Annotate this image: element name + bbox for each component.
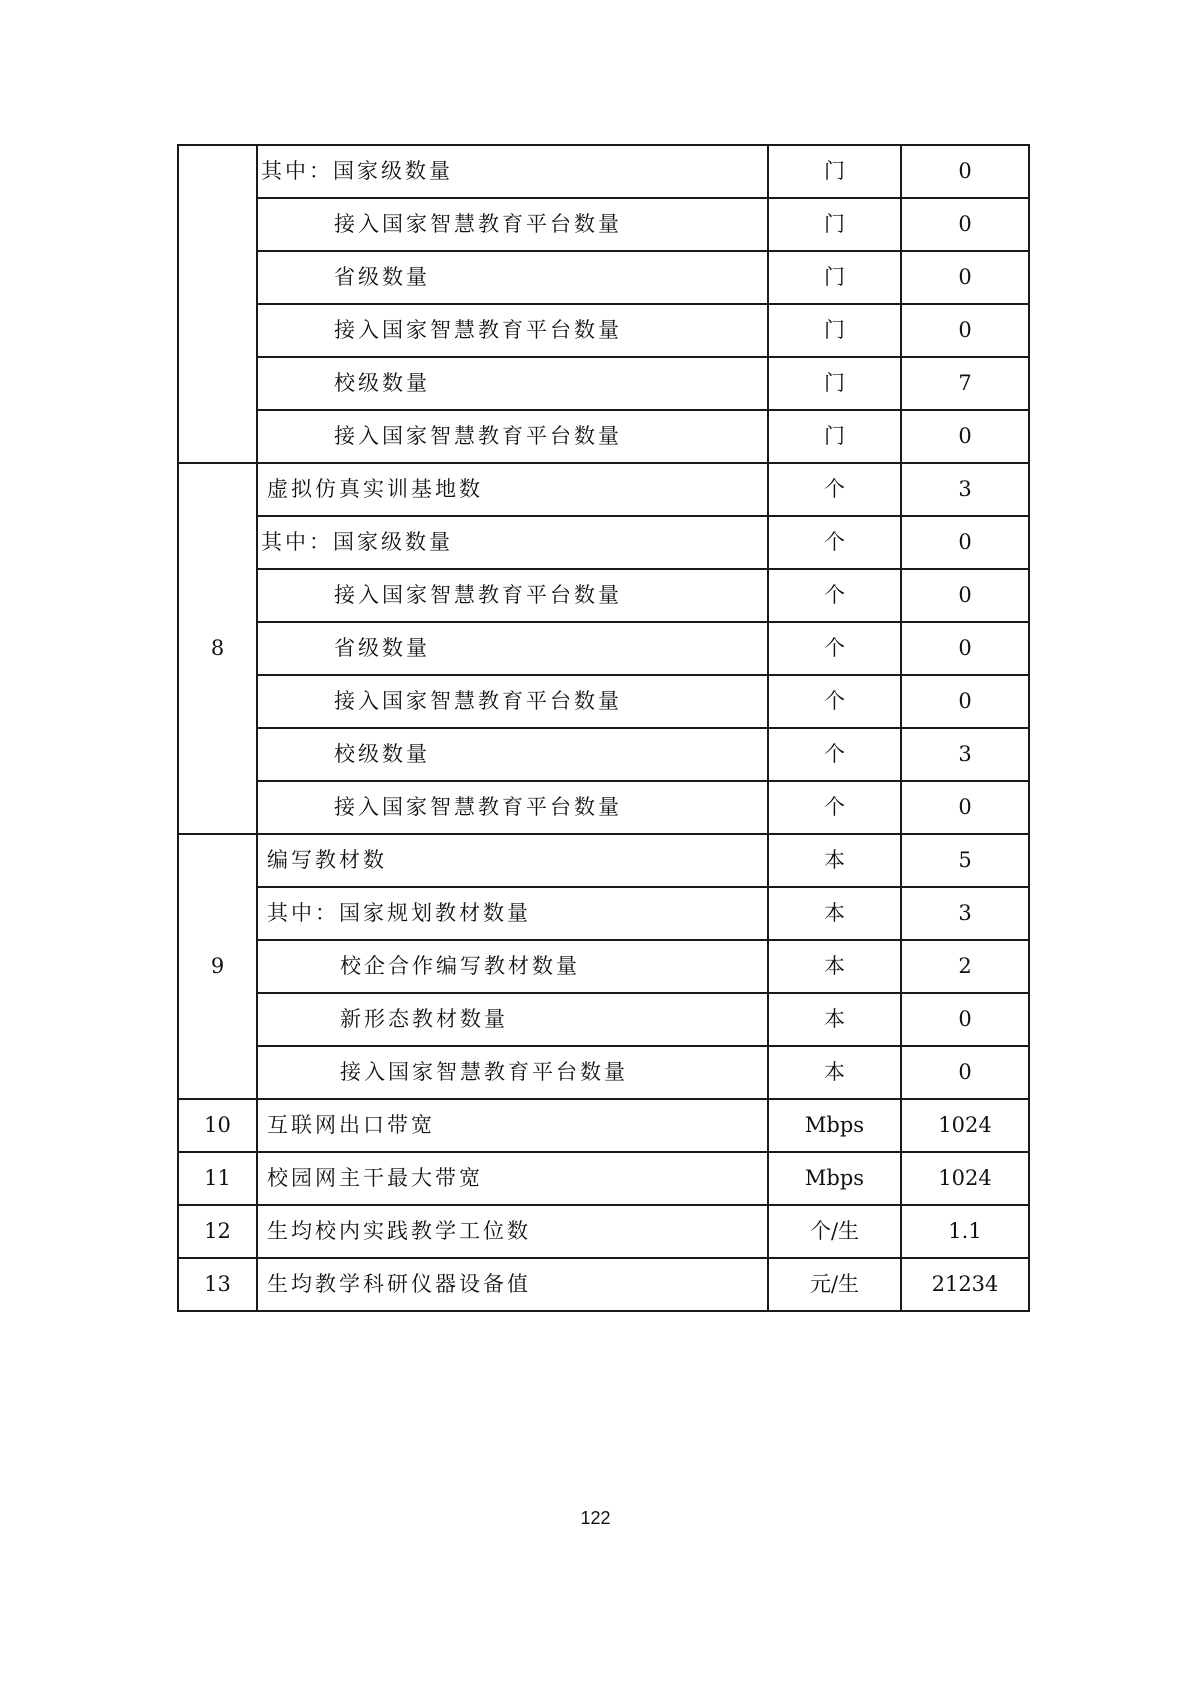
- item-label: 其中：国家级数量: [261, 530, 453, 554]
- value-cell: 0: [901, 516, 1029, 569]
- item-label: 编写教材数: [267, 848, 387, 872]
- item-label: 接入国家智慧教育平台数量: [334, 212, 622, 236]
- table-row: [178, 145, 1029, 198]
- table-row: [178, 304, 1029, 357]
- table-row: [178, 410, 1029, 463]
- unit-cell: Mbps: [768, 1099, 901, 1152]
- table-row: [178, 1046, 1029, 1099]
- item-label: 省级数量: [334, 265, 430, 289]
- item-cell: [257, 781, 768, 834]
- item-cell: [257, 516, 768, 569]
- unit-cell: Mbps: [768, 1152, 901, 1205]
- item-label: 接入国家智慧教育平台数量: [334, 689, 622, 713]
- item-label: 互联网出口带宽: [267, 1113, 435, 1137]
- unit-cell: 门: [768, 304, 901, 357]
- page-number: 122: [580, 1508, 611, 1528]
- item-cell: [257, 1046, 768, 1099]
- unit-cell: 个: [768, 622, 901, 675]
- item-cell: [257, 410, 768, 463]
- unit-cell: 个: [768, 728, 901, 781]
- unit-cell: 本: [768, 1046, 901, 1099]
- value-cell: 0: [901, 675, 1029, 728]
- item-cell: [257, 622, 768, 675]
- table-row: [178, 1099, 1029, 1152]
- item-label: 接入国家智慧教育平台数量: [334, 424, 622, 448]
- value-cell: 0: [901, 145, 1029, 198]
- item-label: 接入国家智慧教育平台数量: [334, 583, 622, 607]
- value-cell: 0: [901, 198, 1029, 251]
- value-cell: 7: [901, 357, 1029, 410]
- table-row: [178, 834, 1029, 887]
- unit-cell: 门: [768, 251, 901, 304]
- item-cell: [257, 1258, 768, 1311]
- unit-cell: 个/生: [768, 1205, 901, 1258]
- value-cell: 0: [901, 569, 1029, 622]
- item-cell: [257, 940, 768, 993]
- value-cell: 0: [901, 251, 1029, 304]
- row-number-cell: 13: [178, 1258, 257, 1311]
- item-label: 校级数量: [334, 371, 430, 395]
- item-cell: [257, 993, 768, 1046]
- statistics-table: [177, 144, 1030, 1312]
- item-label: 接入国家智慧教育平台数量: [334, 795, 622, 819]
- item-cell: [257, 1205, 768, 1258]
- item-cell: [257, 463, 768, 516]
- item-label: 生均教学科研仪器设备值: [267, 1272, 531, 1296]
- value-cell: 1024: [901, 1099, 1029, 1152]
- unit-cell: 个: [768, 516, 901, 569]
- item-label: 校企合作编写教材数量: [340, 954, 580, 978]
- item-cell: [257, 728, 768, 781]
- item-label: 生均校内实践教学工位数: [267, 1219, 531, 1243]
- row-number-cell: 10: [178, 1099, 257, 1152]
- value-cell: 5: [901, 834, 1029, 887]
- value-cell: 1024: [901, 1152, 1029, 1205]
- item-cell: [257, 1099, 768, 1152]
- item-label: 其中：国家规划教材数量: [267, 901, 531, 925]
- unit-cell: 门: [768, 357, 901, 410]
- table-row: [178, 622, 1029, 675]
- row-number-cell: [178, 145, 257, 463]
- unit-cell: 门: [768, 145, 901, 198]
- table-row: [178, 1152, 1029, 1205]
- table-row: [178, 1258, 1029, 1311]
- value-cell: 3: [901, 463, 1029, 516]
- table-row: [178, 198, 1029, 251]
- value-cell: 1.1: [901, 1205, 1029, 1258]
- item-cell: [257, 887, 768, 940]
- unit-cell: 本: [768, 940, 901, 993]
- value-cell: 21234: [901, 1258, 1029, 1311]
- row-number-cell: 12: [178, 1205, 257, 1258]
- table-row: [178, 887, 1029, 940]
- item-cell: [257, 198, 768, 251]
- item-label: 新形态教材数量: [340, 1007, 508, 1031]
- row-number-cell: 11: [178, 1152, 257, 1205]
- item-cell: [257, 251, 768, 304]
- unit-cell: 门: [768, 410, 901, 463]
- item-label: 接入国家智慧教育平台数量: [334, 318, 622, 342]
- table-row: [178, 357, 1029, 410]
- item-cell: [257, 569, 768, 622]
- table-row: [178, 728, 1029, 781]
- item-label: 校级数量: [334, 742, 430, 766]
- table-row: [178, 993, 1029, 1046]
- item-cell: [257, 834, 768, 887]
- value-cell: 2: [901, 940, 1029, 993]
- value-cell: 3: [901, 887, 1029, 940]
- table-row: [178, 781, 1029, 834]
- item-label: 省级数量: [334, 636, 430, 660]
- item-label: 其中：国家级数量: [261, 159, 453, 183]
- value-cell: 0: [901, 410, 1029, 463]
- value-cell: 0: [901, 993, 1029, 1046]
- unit-cell: 本: [768, 887, 901, 940]
- unit-cell: 个: [768, 781, 901, 834]
- value-cell: 0: [901, 304, 1029, 357]
- unit-cell: 本: [768, 993, 901, 1046]
- table-row: [178, 463, 1029, 516]
- item-cell: [257, 675, 768, 728]
- row-number-cell: 8: [178, 463, 257, 834]
- value-cell: 0: [901, 1046, 1029, 1099]
- item-cell: [257, 1152, 768, 1205]
- value-cell: 3: [901, 728, 1029, 781]
- table-row: [178, 675, 1029, 728]
- row-number-cell: 9: [178, 834, 257, 1099]
- table-row: [178, 251, 1029, 304]
- table-row: [178, 940, 1029, 993]
- unit-cell: 本: [768, 834, 901, 887]
- item-cell: [257, 145, 768, 198]
- unit-cell: 门: [768, 198, 901, 251]
- table-row: [178, 569, 1029, 622]
- unit-cell: 元/生: [768, 1258, 901, 1311]
- item-label: 虚拟仿真实训基地数: [267, 477, 483, 501]
- value-cell: 0: [901, 622, 1029, 675]
- item-label: 接入国家智慧教育平台数量: [340, 1060, 628, 1084]
- unit-cell: 个: [768, 463, 901, 516]
- value-cell: 0: [901, 781, 1029, 834]
- item-cell: [257, 357, 768, 410]
- unit-cell: 个: [768, 569, 901, 622]
- table-row: [178, 516, 1029, 569]
- unit-cell: 个: [768, 675, 901, 728]
- table-row: [178, 1205, 1029, 1258]
- item-cell: [257, 304, 768, 357]
- item-label: 校园网主干最大带宽: [267, 1166, 483, 1190]
